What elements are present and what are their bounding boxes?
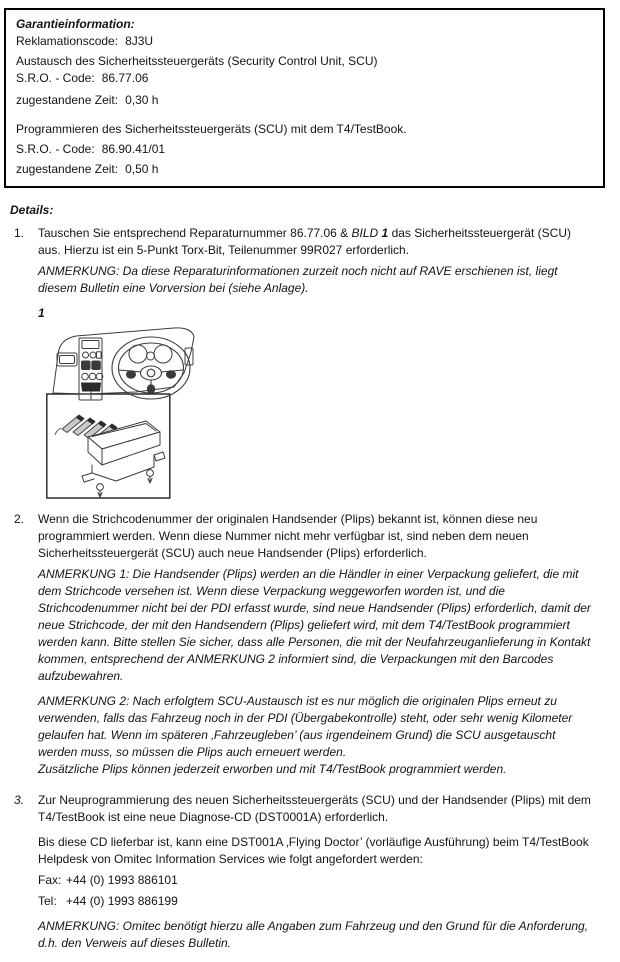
scu-location-figure: [46, 325, 196, 501]
job2-sro-row: [16, 141, 591, 158]
item-1-bild-ref: BILD: [351, 226, 382, 240]
item-1-body: [38, 225, 620, 501]
job1-time-label: zugestandene Zeit:: [16, 93, 119, 107]
fax-label: Fax:: [38, 873, 62, 887]
claim-code-label: Reklamationscode:: [16, 34, 119, 48]
job2-time-value: 0,50 h: [125, 162, 159, 176]
item-2-note-2: ANMERKUNG 2: Nach erfolgtem SCU-Austausch ist es nur möglich die originalen Plips erneut zu verwenden, falls das Fahrzeug noch in der PDI (Übergabekontrolle) steht, oder sehr wenig Kilometer gelaufen hat. Wenn im späteren ‚Fahrzeugleben’ (aus irgendeinem Grund) die SCU ausgetauscht werden muss, so müssen die Plips auch erneuert werden.: [38, 694, 573, 759]
item-2-text: Wenn die Strichcodenummer der originalen Handsender (Plips) bekannt ist, können diese neu programmiert werden. Wenn diese Nummer nicht mehr verfügbar ist, sind neben dem neuen Sicherheitssteuergerät (SCU) auch neue Handsender (Plips) erforderlich.: [38, 512, 538, 560]
job1-sro-row: [16, 70, 591, 87]
item-3-text: Zur Neuprogrammierung des neuen Sicherheitssteuergeräts (SCU) und der Handsender (Plips) mit dem T4/TestBook ist eine neue Diagnose-CD (DST0001A) erforderlich.: [38, 793, 591, 824]
job2-sro-value: 86.90.41/01: [101, 142, 166, 156]
details-heading: Details:: [10, 203, 54, 217]
job2-time-row: [16, 161, 591, 178]
item-1-note: ANMERKUNG: Da diese Reparaturinformationen zurzeit noch nicht auf RAVE erschienen ist, liegt diesem Bulletin eine Vorversion bei (siehe Anlage).: [38, 264, 558, 295]
job2-sro-label: S.R.O. - Code:: [16, 142, 95, 156]
dashboard-drawing: [53, 328, 194, 400]
job1-sro-label: S.R.O. - Code:: [16, 71, 95, 85]
item-1-text-part2: das Sicherheitssteuergerät (SCU) aus. Hierzu ist ein 5-Punkt Torx-Bit, Teilenummer 99R027 erforderlich.: [38, 226, 571, 257]
item-1-text-part1: Tauschen Sie entsprechend Reparaturnummer 86.77.06 &: [38, 226, 352, 240]
claim-code-row: [16, 33, 591, 50]
claim-code-value: 8J3U: [125, 34, 154, 48]
item-2-note-1: ANMERKUNG 1: Die Handsender (Plips) werden an die Händler in einer Verpackung geliefert, die mit dem Strichcode versehen ist. Wenn diese Verpackung weggeworfen worden ist, und die Strichcodenummer nicht bei der PDI erfasst wurde, sind neue Handsender (Plips) erforderlich, damit der neue Strichcode, der mit den Handsendern (Plips) geliefert wird, mit dem T4/TestBook programmiert werden kann. Bitte stellen Sie sicher, dass alle Personen, die mit der Neufahrzeuganlieferung in Kontakt kommen, entsprechend der ANMERKUNG 2 informiert sind, die Verpackungen mit den Barcodes aufzubewahren.: [38, 567, 591, 683]
job2-description: Programmieren des Sicherheitssteuergeräts (SCU) mit dem T4/TestBook.: [16, 122, 407, 136]
item-3-text-2: Bis diese CD lieferbar ist, kann eine DST001A ‚Flying Doctor’ (vorläufige Ausführung) beim T4/TestBook Helpdesk von Omitec Information Services wie folgt angefordert werden:: [38, 835, 589, 866]
item-1-number: 1.: [14, 226, 25, 240]
detail-item-1: [4, 225, 620, 501]
detail-item-3: [4, 792, 620, 952]
job1-sro-value: 86.77.06: [101, 71, 149, 85]
tel-label: Tel:: [38, 894, 57, 908]
item-2-body: [38, 511, 620, 778]
job1-time-row: [16, 92, 591, 109]
item-1-bild-num: 1: [381, 226, 389, 240]
job1-time-value: 0,30 h: [125, 93, 159, 107]
job2-time-label: zugestandene Zeit:: [16, 162, 119, 176]
tel-row: [38, 893, 592, 910]
job1-description: Austausch des Sicherheitssteuergeräts (Security Control Unit, SCU): [16, 54, 378, 68]
detail-item-2: [4, 511, 620, 778]
item-3-number: 3.: [14, 793, 25, 807]
fax-number: +44 (0) 1993 886101: [66, 873, 178, 887]
item-2-note-2b: Zusätzliche Plips können jederzeit erworben und mit T4/TestBook programmiert werden.: [38, 762, 507, 776]
item-1-text: [38, 225, 592, 259]
item-3-body: [38, 792, 620, 952]
item-2-number: 2.: [14, 512, 25, 526]
item-3-note: ANMERKUNG: Omitec benötigt hierzu alle Angaben zum Fahrzeug und den Grund für die Anforderung, d.h. den Verweis auf dieses Bulletin.: [38, 919, 589, 950]
fax-row: [38, 872, 592, 889]
warranty-info-box: [4, 8, 605, 188]
warranty-title: Garantieinformation:: [16, 17, 135, 31]
figure-1-label: 1: [38, 306, 45, 320]
steering-wheel: [112, 337, 190, 399]
tel-number: +44 (0) 1993 886199: [66, 894, 178, 908]
